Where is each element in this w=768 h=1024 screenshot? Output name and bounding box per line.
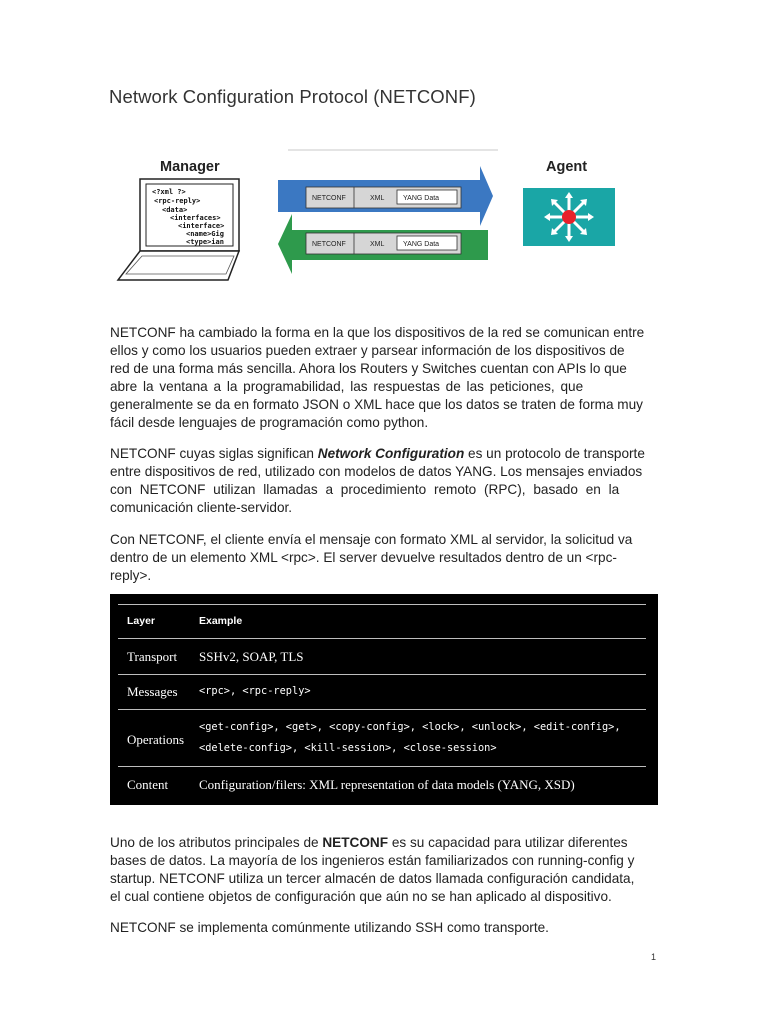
yang-data-label: YANG Data [403, 241, 440, 248]
xml-line: <type>ian [186, 238, 224, 246]
paragraph-rpc [110, 531, 658, 585]
text-line: comunicación cliente-servidor. [110, 499, 293, 515]
row-example: <get-config>, <get>, <copy-config>, <lock>, <unlock>, <edit-config>, [199, 721, 621, 733]
row-example: Configuration/filers: XML representation of data models (YANG, XSD) [199, 777, 575, 792]
text-span: Uno de los atributos principales de [110, 835, 323, 850]
table-rule [118, 638, 646, 639]
netconf-layers-table [110, 594, 658, 805]
text-line: NETCONF ha cambiado la forma en la que los dispositivos de la red se comunican entre [110, 325, 645, 340]
agent-label: Agent [546, 159, 588, 175]
page-title: Network Configuration Protocol (NETCONF) [109, 86, 476, 107]
yang-data-label: YANG Data [403, 195, 440, 202]
paragraph-definition [110, 445, 658, 517]
table-rule [118, 674, 646, 675]
header-layer: Layer [127, 615, 156, 627]
xml-line: <rpc-reply> [154, 197, 201, 205]
paragraph-ssh [110, 919, 658, 937]
text-span: NETCONF cuyas siglas significan [110, 446, 318, 461]
text-line [110, 445, 658, 463]
xml-line: <name>Gig [186, 230, 224, 238]
netconf-diagram [110, 140, 658, 290]
row-layer: Messages [127, 684, 178, 699]
bold-text: NETCONF [322, 835, 389, 850]
text-line: Con NETCONF, el cliente envía el mensaje con formato XML al servidor, la solicitud va [110, 532, 633, 547]
text-line: abre la ventana a la programabilidad, las respuestas de las peticiones, que [110, 378, 584, 394]
page-number: 1 [651, 952, 657, 962]
xml-label: XML [370, 241, 385, 248]
text-line: el cual contiene objetos de configuración que aún no se han aplicado al dispositivo. [110, 888, 612, 904]
text-line: entre dispositivos de red, utilizado con modelos de datos YANG. Los mensajes enviados [110, 463, 643, 479]
xml-line: <data> [162, 206, 188, 214]
row-layer: Operations [127, 732, 185, 747]
row-example-cont: <delete-config>, <kill-session>, <close-session> [199, 742, 497, 754]
text-line: con NETCONF utilizan llamadas a procedimiento remoto (RPC), basado en la [110, 481, 620, 497]
table-rule [118, 604, 646, 605]
xml-line: <interface> [178, 222, 225, 230]
row-layer: Transport [127, 649, 178, 664]
row-example: SSHv2, SOAP, TLS [199, 649, 304, 664]
netconf-label: NETCONF [312, 241, 346, 248]
netconf-label: NETCONF [312, 195, 346, 202]
text-span: es un protocolo de transporte [464, 446, 645, 461]
text-line: red de una forma más sencilla. Ahora los Routers y Switches cuentan con APIs lo que [110, 360, 627, 376]
text-span: es su capacidad para utilizar diferentes [388, 835, 628, 850]
xml-line: <interfaces> [170, 214, 221, 222]
table-rule [118, 709, 646, 710]
text-line: ellos y como los usuarios pueden extraer y parsear información de los dispositivos de [110, 342, 625, 358]
switch-icon [523, 188, 615, 246]
text-line: fácil desde lenguajes de programación como python. [110, 414, 429, 430]
row-example: <rpc>, <rpc-reply> [199, 685, 311, 697]
reply-arrow [278, 214, 488, 274]
emphasis-text: Network Configuration [317, 446, 465, 461]
row-layer: Content [127, 777, 169, 792]
table-rule [118, 766, 646, 767]
text-line: bases de datos. La mayoría de los ingenieros están familiarizados con running-config y [110, 852, 635, 868]
paragraph-datastores [110, 834, 658, 906]
text-line: reply>. [110, 567, 152, 583]
xml-label: XML [370, 195, 385, 202]
text-line: NETCONF se implementa comúnmente utilizando SSH como transporte. [110, 920, 549, 935]
request-arrow [278, 166, 493, 226]
text-line: startup. NETCONF utiliza un tercer almacén de datos llamada configuración candidata, [110, 870, 635, 886]
laptop-icon [118, 179, 239, 280]
manager-label: Manager [160, 159, 220, 175]
text-line: generalmente se da en formato JSON o XML hace que los datos se traten de forma muy [110, 396, 643, 412]
xml-line: <?xml ?> [152, 188, 186, 196]
text-line [110, 834, 658, 852]
paragraph-intro [110, 324, 658, 431]
text-line: dentro de un elemento XML <rpc>. El server devuelve resultados dentro de un <rpc- [110, 549, 617, 565]
header-example: Example [199, 615, 243, 627]
